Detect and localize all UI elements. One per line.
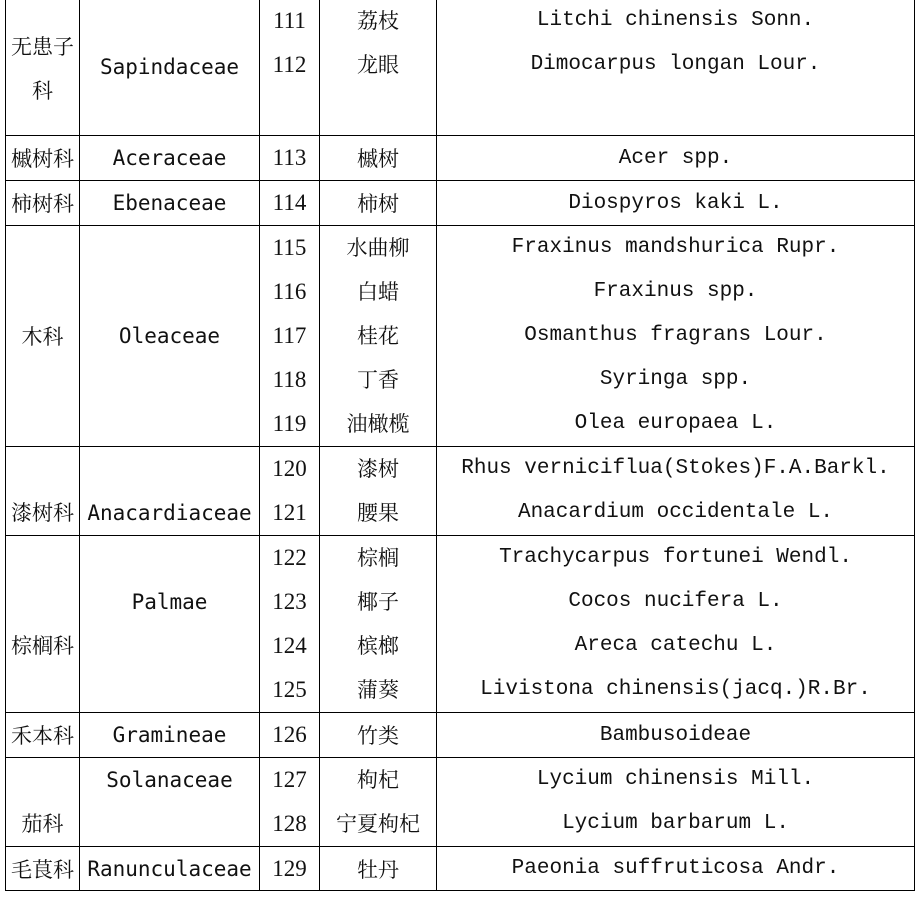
species-name-cn: 棕榈 [357, 546, 399, 570]
species-scientific-name: Cocos nucifera L. [568, 590, 783, 613]
table-row [6, 226, 915, 447]
family-cn-cell [6, 713, 80, 758]
species-number: 125 [272, 677, 307, 702]
name-cn-cell [320, 713, 437, 758]
family-cn-label: 无患子科 [11, 35, 74, 103]
number-cell [260, 447, 320, 536]
name-cn-cell [320, 758, 437, 847]
species-number: 113 [272, 145, 307, 170]
number-cell [260, 713, 320, 758]
family-latin-cell [80, 536, 260, 713]
family-latin-cell [80, 758, 260, 847]
family-cn-cell [6, 0, 80, 136]
name-cn-cell [320, 0, 437, 136]
species-name-cn: 丁香 [357, 368, 399, 392]
species-number: 120 [272, 456, 307, 481]
table-row [6, 758, 915, 847]
family-latin-label: Palmae [131, 590, 208, 614]
species-name-cn: 白蜡 [357, 280, 399, 304]
species-scientific-name: Osmanthus fragrans Lour. [524, 324, 827, 347]
family-latin-cell [80, 226, 260, 447]
species-scientific-name: Areca catechu L. [574, 634, 777, 657]
species-scientific-name: Anacardium occidentale L. [517, 501, 834, 524]
species-scientific-name: Litchi chinensis Sonn. [536, 9, 815, 32]
plant-species-table [5, 0, 915, 891]
scientific-name-cell [437, 447, 915, 536]
species-number: 119 [272, 411, 307, 436]
family-latin-cell [80, 136, 260, 181]
scientific-name-cell [437, 536, 915, 713]
family-cn-cell [6, 847, 80, 891]
species-name-cn: 漆树 [357, 457, 399, 481]
family-cn-label: 漆树科 [11, 501, 74, 525]
species-scientific-name: Lycium barbarum L. [562, 812, 789, 835]
species-scientific-name: Diospyros kaki L. [568, 191, 783, 215]
species-name-cn: 宁夏枸杞 [336, 812, 420, 836]
species-scientific-name: Fraxinus mandshurica Rupr. [511, 236, 840, 259]
number-cell [260, 181, 320, 226]
name-cn-cell [320, 847, 437, 891]
family-cn-cell [6, 226, 80, 447]
family-cn-label: 毛茛科 [11, 857, 74, 882]
table-row [6, 847, 915, 891]
species-number: 117 [272, 323, 307, 348]
species-number: 124 [272, 633, 307, 658]
species-name-cn: 龙眼 [357, 53, 399, 77]
species-name-cn: 牡丹 [357, 857, 399, 882]
species-number: 115 [272, 235, 307, 260]
species-number: 122 [272, 545, 307, 570]
species-name-cn: 枸杞 [357, 768, 399, 792]
species-name-cn: 荔枝 [357, 9, 399, 33]
family-cn-label: 木科 [21, 325, 64, 349]
family-cn-label: 禾本科 [11, 724, 74, 748]
scientific-name-cell [437, 226, 915, 447]
species-number: 111 [273, 8, 306, 33]
family-latin-cell [80, 447, 260, 536]
species-number: 121 [272, 500, 307, 525]
species-number: 116 [272, 279, 307, 304]
family-cn-label: 茄科 [21, 812, 64, 836]
family-latin-cell [80, 0, 260, 136]
species-number: 129 [272, 855, 307, 881]
family-cn-label: 柿树科 [11, 192, 74, 216]
species-scientific-name: Lycium chinensis Mill. [536, 768, 815, 791]
species-scientific-name: Rhus verniciflua(Stokes)F.A.Barkl. [461, 457, 890, 480]
number-cell [260, 0, 320, 136]
name-cn-cell [320, 226, 437, 447]
species-scientific-name: Bambusoideae [599, 723, 752, 747]
species-number: 127 [272, 767, 307, 792]
family-cn-label: 槭树科 [11, 147, 74, 171]
family-latin-label: Solanaceae [106, 768, 233, 792]
number-cell [260, 536, 320, 713]
species-name-cn: 桂花 [357, 324, 399, 348]
family-cn-cell [6, 758, 80, 847]
species-name-cn: 槟榔 [357, 634, 399, 658]
table-row [6, 447, 915, 536]
species-scientific-name: Dimocarpus longan Lour. [530, 53, 821, 76]
name-cn-cell [320, 181, 437, 226]
family-cn-cell [6, 181, 80, 226]
species-name-cn: 水曲柳 [346, 236, 410, 260]
family-cn-cell [6, 536, 80, 713]
species-name-cn: 蒲葵 [357, 678, 399, 702]
family-latin-label: Oleaceae [118, 324, 221, 348]
number-cell [260, 758, 320, 847]
family-latin-label: Ebenaceae [112, 191, 227, 215]
name-cn-cell [320, 136, 437, 181]
species-number: 123 [272, 589, 307, 614]
family-latin-label: Aceraceae [112, 146, 227, 170]
species-name-cn: 柿树 [357, 192, 399, 216]
species-name-cn: 竹类 [357, 724, 399, 748]
species-number: 118 [272, 367, 307, 392]
species-number: 112 [272, 52, 307, 77]
family-latin-cell [80, 847, 260, 891]
family-cn-cell [6, 136, 80, 181]
name-cn-cell [320, 536, 437, 713]
scientific-name-cell [437, 713, 915, 758]
species-name-cn: 油橄榄 [346, 412, 410, 436]
table-row [6, 181, 915, 226]
family-cn-label: 棕榈科 [11, 634, 74, 658]
family-latin-label: Anacardiaceae [87, 501, 252, 525]
species-number: 114 [272, 190, 307, 215]
scientific-name-cell [437, 136, 915, 181]
number-cell [260, 136, 320, 181]
scientific-name-cell [437, 181, 915, 226]
species-name-cn: 腰果 [357, 501, 399, 525]
species-scientific-name: Olea europaea L. [574, 412, 777, 435]
species-scientific-name: Syringa spp. [599, 368, 752, 391]
species-scientific-name: Livistona chinensis(jacq.)R.Br. [480, 678, 871, 701]
species-number: 128 [272, 811, 307, 836]
scientific-name-cell [437, 0, 915, 136]
table-row [6, 136, 915, 181]
species-scientific-name: Trachycarpus fortunei Wendl. [499, 546, 852, 569]
name-cn-cell [320, 447, 437, 536]
family-latin-label: Ranunculaceae [87, 856, 252, 881]
table-row [6, 713, 915, 758]
family-latin-label: Sapindaceae [99, 55, 240, 79]
number-cell [260, 226, 320, 447]
species-name-cn: 椰子 [357, 590, 399, 614]
species-scientific-name: Acer spp. [618, 146, 733, 170]
family-latin-cell [80, 181, 260, 226]
species-name-cn: 槭树 [357, 147, 399, 171]
species-scientific-name: Paeonia suffruticosa Andr. [511, 857, 840, 880]
family-cn-cell [6, 447, 80, 536]
table-row [6, 536, 915, 713]
scientific-name-cell [437, 758, 915, 847]
number-cell [260, 847, 320, 891]
species-number: 126 [272, 722, 307, 747]
family-latin-cell [80, 713, 260, 758]
species-scientific-name: Fraxinus spp. [593, 280, 758, 303]
table-row [6, 0, 915, 136]
family-latin-label: Gramineae [112, 723, 227, 747]
scientific-name-cell [437, 847, 915, 891]
